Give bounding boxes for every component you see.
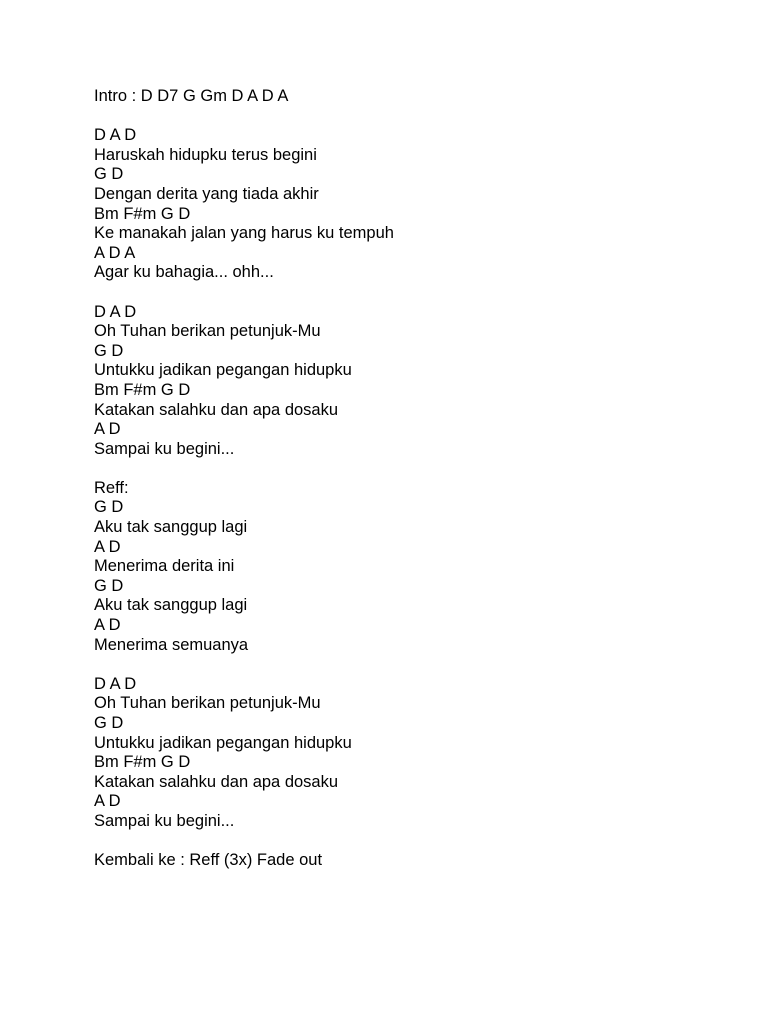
lyric-line: Aku tak sanggup lagi (94, 596, 248, 615)
lyric-line: Agar ku bahagia... ohh... (94, 263, 274, 282)
intro-chords: Intro : D D7 G Gm D A D A (94, 87, 289, 105)
lyric-line: Untukku jadikan pegangan hidupku (94, 361, 352, 380)
blank-line (94, 283, 734, 303)
chord-line: G D (94, 714, 124, 732)
lyric-line: Sampai ku begini... (94, 439, 235, 458)
lyrics-chord-sheet (94, 87, 734, 871)
lyric-line: Menerima semuanya (94, 635, 249, 654)
lyric-line: Sampai ku begini... (94, 811, 235, 830)
outro-instruction: Kembali ke : Reff (3x) Fade out (94, 851, 323, 870)
chord-line: G D (94, 165, 124, 184)
chord-line: A D A (94, 243, 136, 262)
chord-line: Bm F#m G D (94, 380, 191, 399)
blank-line (94, 655, 734, 675)
blank-line (94, 107, 734, 127)
lyric-line: Untukku jadikan pegangan hidupku (94, 733, 352, 752)
chord-line: Bm F#m G D (94, 753, 191, 772)
chord-line: A D (94, 420, 121, 439)
chord-line: D A D (94, 126, 137, 145)
chord-line: A D (94, 616, 121, 635)
lyric-line: Aku tak sanggup lagi (94, 518, 248, 537)
lyric-line: Oh Tuhan berikan petunjuk-Mu (94, 322, 321, 341)
chord-line: G D (94, 498, 124, 517)
section-heading-reff: Reff: (94, 478, 129, 497)
lyric-line: Oh Tuhan berikan petunjuk-Mu (94, 694, 321, 713)
chord-line: A D (94, 792, 121, 811)
chord-line: D A D (94, 302, 137, 321)
lyric-line: Dengan derita yang tiada akhir (94, 184, 319, 203)
lyric-line: Ke manakah jalan yang harus ku tempuh (94, 224, 394, 243)
chord-line: G D (94, 341, 124, 360)
blank-line (94, 459, 734, 479)
lyric-line: Haruskah hidupku terus begini (94, 145, 317, 164)
chord-line: D A D (94, 674, 137, 693)
chord-line: Bm F#m G D (94, 204, 191, 223)
blank-line (94, 832, 734, 852)
chord-line: A D (94, 537, 121, 556)
lyric-line: Katakan salahku dan apa dosaku (94, 772, 339, 791)
lyric-line: Menerima derita ini (94, 557, 235, 576)
lyric-line: Katakan salahku dan apa dosaku (94, 400, 339, 419)
chord-line: G D (94, 576, 124, 595)
